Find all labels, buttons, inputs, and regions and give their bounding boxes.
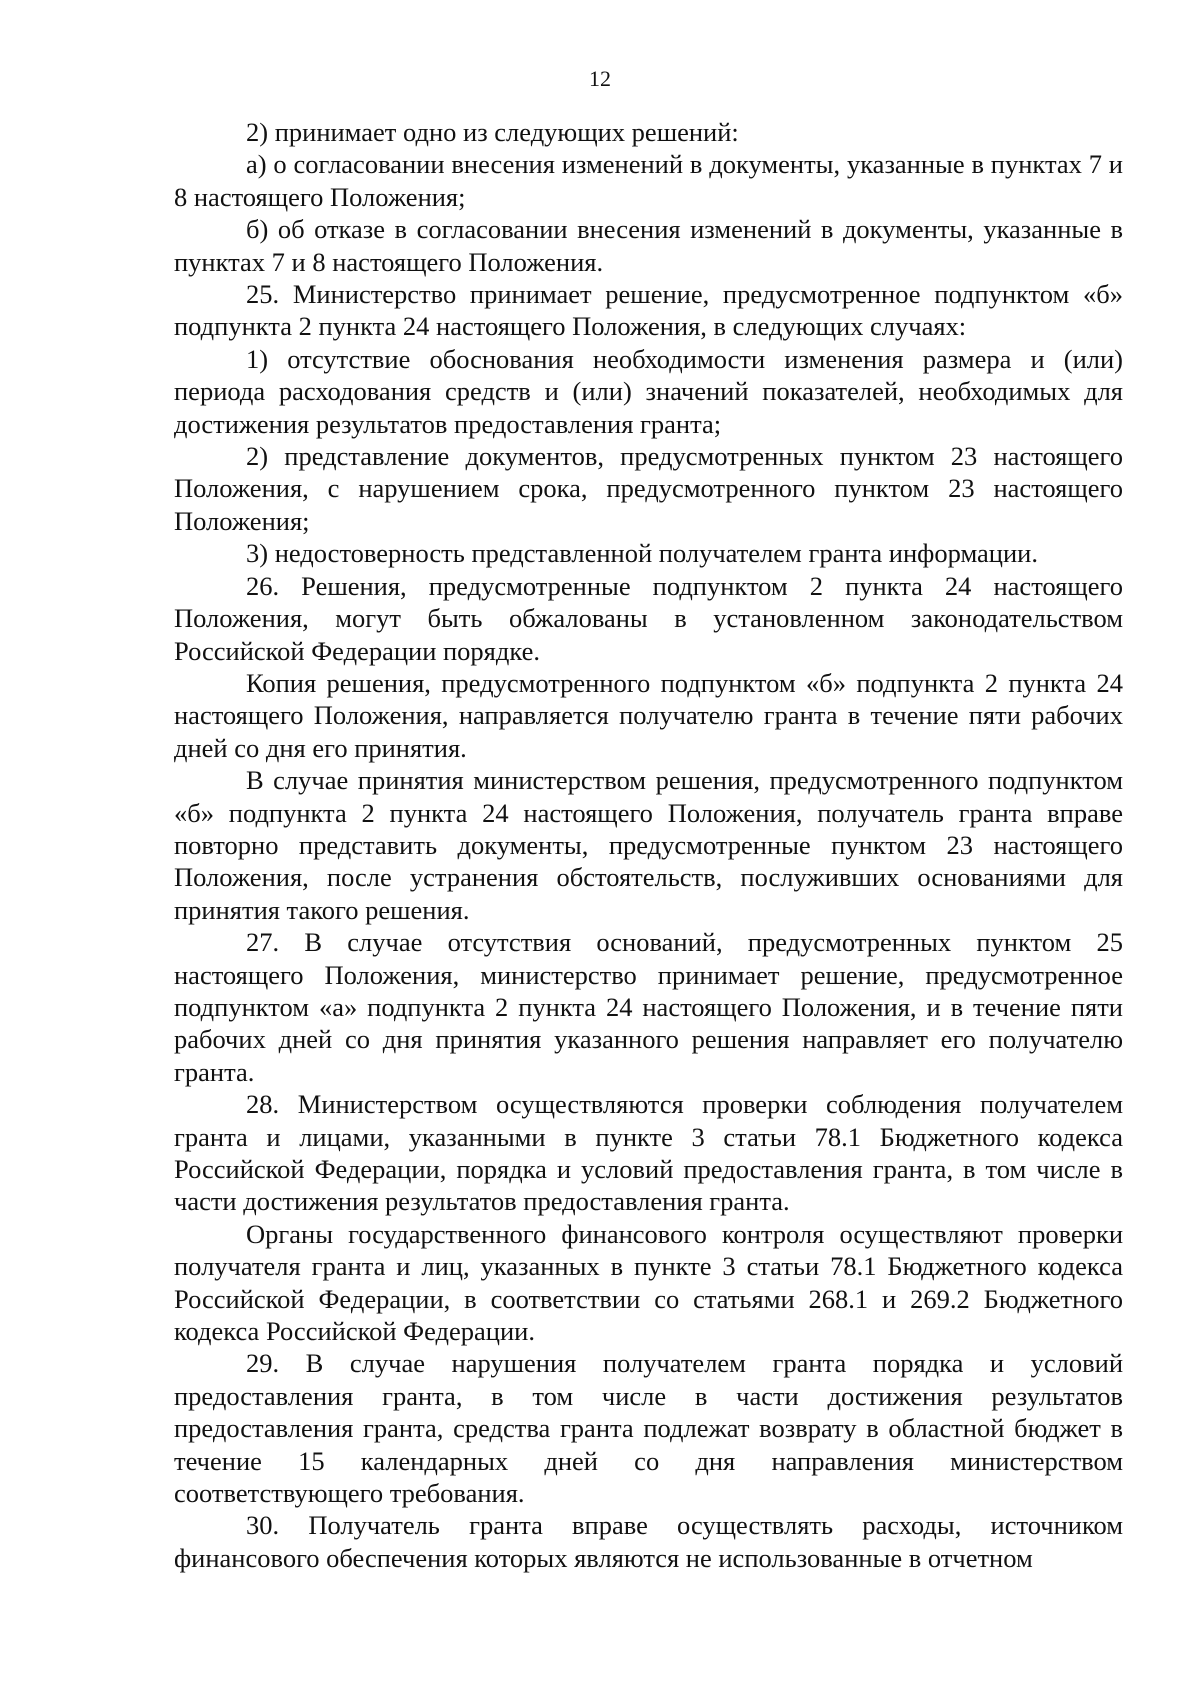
- paragraph: В случае принятия министерством решения, предусмотренного подпунктом «б» подпункта 2 пункта 24 настоящего Положения, получатель гранта вправе повторно представить документы, предусмотренные пунктом 23 настоящего Положения, после устранения обстоятельств, послуживших основаниями для принятия такого решения.: [174, 765, 1123, 925]
- paragraph: 2) принимает одно из следующих решений:: [246, 117, 739, 147]
- paragraph: 26. Решения, предусмотренные подпунктом 2 пункта 24 настоящего Положения, могут быть обжалованы в установленном законодательством Российской Федерации порядке.: [174, 570, 1123, 666]
- paragraph: Копия решения, предусмотренного подпунктом «б» подпункта 2 пункта 24 настоящего Положения, направляется получателю гранта в течение пяти рабочих дней со дня его принятия.: [174, 667, 1123, 763]
- paragraph: б) об отказе в согласовании внесения изменений в документы, указанные в пунктах 7 и 8 настоящего Положения.: [174, 214, 1123, 277]
- paragraph: 30. Получатель гранта вправе осуществлять расходы, источником финансового обеспечения которых являются не использованные в отчетном: [174, 1510, 1123, 1573]
- paragraph: а) о согласовании внесения изменений в документы, указанные в пунктах 7 и 8 настоящего Положения;: [174, 149, 1123, 212]
- paragraph: 27. В случае отсутствия оснований, предусмотренных пунктом 25 настоящего Положения, министерство принимает решение, предусмотренное подпунктом «а» подпункта 2 пункта 24 настоящего Положения, и в течение пяти рабочих дней со дня принятия указанного решения направляет его получателю гранта.: [174, 927, 1123, 1087]
- paragraph: 1) отсутствие обоснования необходимости изменения размера и (или) периода расходования средств и (или) значений показателей, необходимых для достижения результатов предоставления гранта;: [174, 343, 1123, 439]
- paragraph: 3) недостоверность представленной получателем гранта информации.: [246, 538, 1038, 569]
- paragraph: Органы государственного финансового контроля осуществляют проверки получателя гранта и лиц, указанных в пункте 3 статьи 78.1 Бюджетного кодекса Российской Федерации, в соответствии со статьями 268.1 и 269.2 Бюджетного кодекса Российской Федерации.: [174, 1218, 1123, 1347]
- paragraph: 25. Министерство принимает решение, предусмотренное подпунктом «б» подпункта 2 пункта 24 настоящего Положения, в следующих случаях:: [174, 279, 1123, 342]
- paragraph: 2) представление документов, предусмотренных пунктом 23 настоящего Положения, с нарушением срока, предусмотренного пунктом 23 настоящего Положения;: [174, 441, 1123, 536]
- paragraph: 29. В случае нарушения получателем гранта порядка и условий предоставления гранта, в том числе в части достижения результатов предоставления гранта, средства гранта подлежат возврату в областной бюджет в течение 15 календарных дней со дня направления министерством соответствующего требования.: [174, 1348, 1123, 1509]
- paragraph: 28. Министерством осуществляются проверки соблюдения получателем гранта и лицами, указанными в пункте 3 статьи 78.1 Бюджетного кодекса Российской Федерации, порядка и условий предоставления гранта, в том числе в части достижения результатов предоставления гранта.: [174, 1089, 1123, 1217]
- document-body: [174, 116, 1123, 1574]
- page-number: 12: [589, 66, 611, 91]
